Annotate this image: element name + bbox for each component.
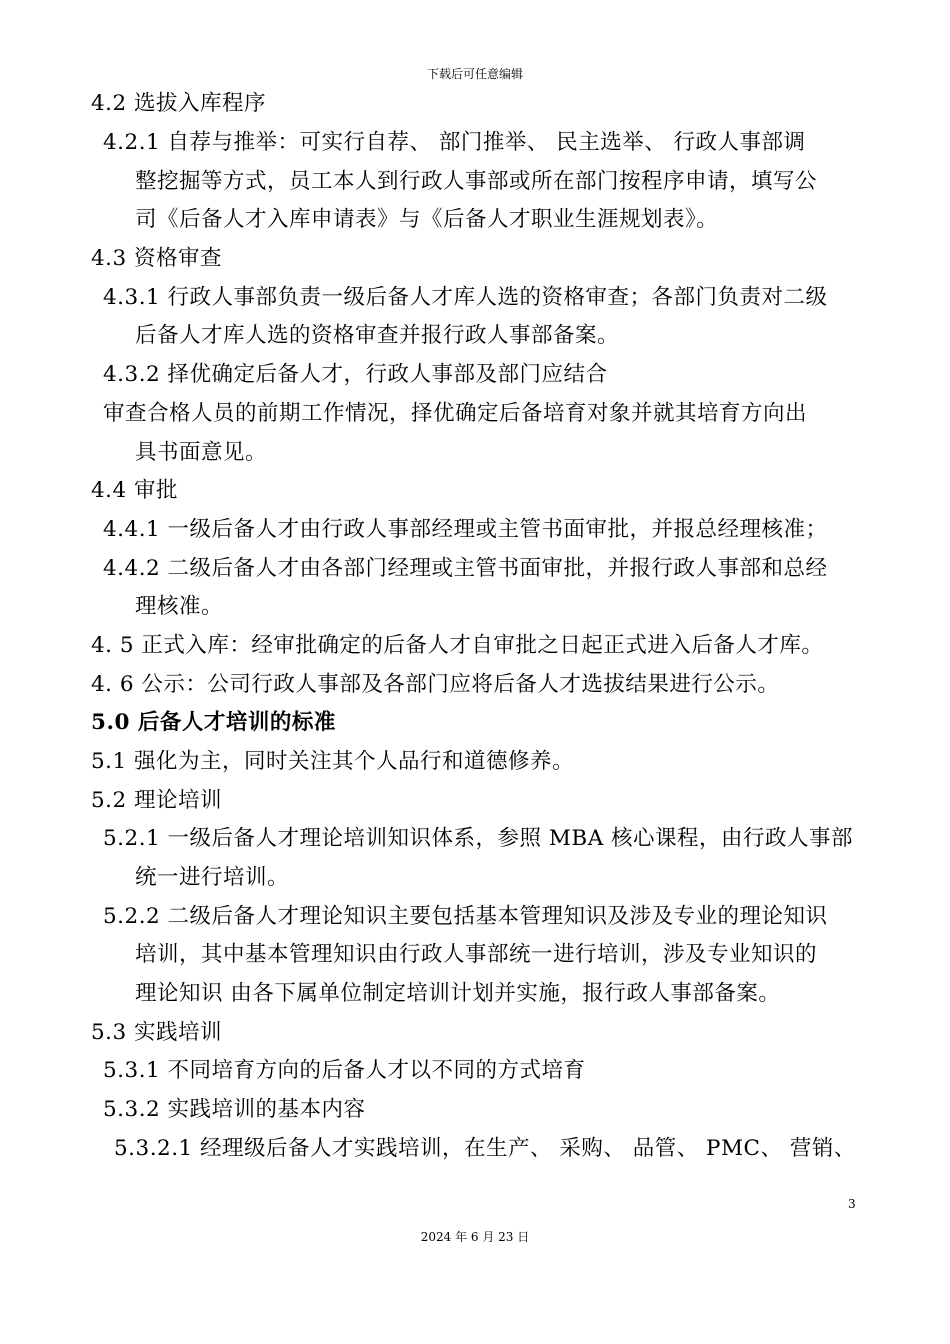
paragraph-line: 审查合格人员的前期工作情况，择优确定后备培育对象并就其培育方向出	[103, 401, 808, 426]
paragraph-line: 4.2.1 自荐与推举：可实行自荐、 部门推举、 民主选举、 行政人事部调	[103, 130, 806, 155]
paragraph-line: 5.2.1 一级后备人才理论培训知识体系，参照 MBA 核心课程，由行政人事部	[103, 826, 854, 851]
paragraph-line: 4.4.2 二级后备人才由各部门经理或主管书面审批，并报行政人事部和总经	[103, 556, 828, 581]
paragraph-line: 5.3.1 不同培育方向的后备人才以不同的方式培育	[103, 1058, 586, 1083]
footer-date: 2024 年 6 月 23 日	[420, 1230, 530, 1244]
paragraph-line: 理论知识 由各下属单位制定培训计划并实施，报行政人事部备案。	[135, 981, 781, 1006]
section-heading-5-2: 5.2 理论培训	[91, 788, 223, 813]
section-heading-4-3: 4.3 资格审查	[91, 246, 223, 271]
section-heading-4-2: 4.2 选拔入库程序	[91, 91, 267, 116]
paragraph-line: 司《后备人才入库申请表》与《后备人才职业生涯规划表》。	[135, 207, 719, 232]
paragraph-line: 统一进行培训。	[135, 865, 290, 890]
section-heading-4-4: 4.4 审批	[91, 478, 179, 503]
paragraph-line: 4.4.1 一级后备人才由行政人事部经理或主管书面审批，并报总经理核准；	[103, 517, 828, 542]
paragraph-line: 理核准。	[135, 594, 224, 619]
paragraph-line: 5.1 强化为主，同时关注其个人品行和道德修养。	[91, 749, 575, 774]
paragraph-line: 5.2.2 二级后备人才理论知识主要包括基本管理知识及涉及专业的理论知识	[103, 904, 828, 929]
paragraph-line: 后备人才库人选的资格审查并报行政人事部备案。	[135, 323, 620, 348]
paragraph-line: 培训，其中基本管理知识由行政人事部统一进行培训，涉及专业知识的	[135, 942, 818, 967]
paragraph-line: 具书面意见。	[135, 440, 268, 465]
paragraph-line: 4.3.2 择优确定后备人才，行政人事部及部门应结合	[103, 362, 608, 387]
paragraph-line: 4.3.1 行政人事部负责一级后备人才库人选的资格审查；各部门负责对二级	[103, 285, 828, 310]
page-number: 3	[848, 1197, 856, 1211]
paragraph-line: 5.3.2.1 经理级后备人才实践培训，在生产、 采购、 品管、 PMC、 营销、	[114, 1136, 856, 1161]
section-heading-5-0: 5.0 后备人才培训的标准	[91, 710, 336, 735]
paragraph-line: 4. 5 正式入库：经审批确定的后备人才自审批之日起正式进入后备人才库。	[91, 633, 824, 658]
section-heading-5-3: 5.3 实践培训	[91, 1020, 223, 1045]
paragraph-line: 5.3.2 实践培训的基本内容	[103, 1097, 366, 1122]
page-header: 下载后可任意编辑	[426, 67, 523, 81]
paragraph-line: 整挖掘等方式，员工本人到行政人事部或所在部门按程序申请，填写公	[135, 169, 818, 194]
paragraph-line: 4. 6 公示：公司行政人事部及各部门应将后备人才选拔结果进行公示。	[91, 672, 780, 697]
